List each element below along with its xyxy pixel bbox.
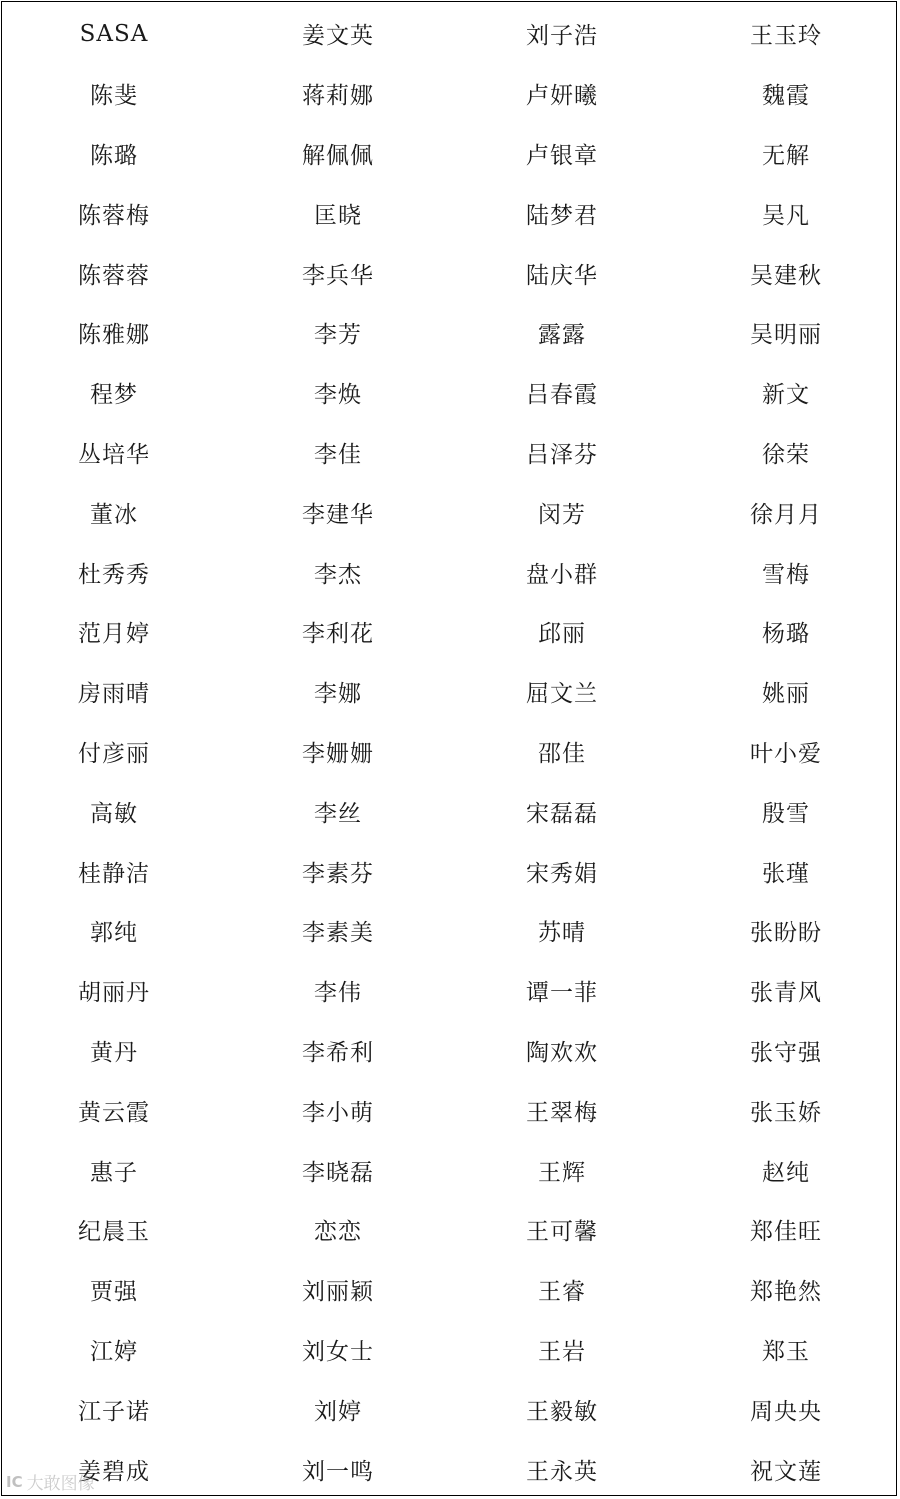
- name-cell: 露露: [538, 322, 586, 349]
- name-cell: 王辉: [538, 1159, 586, 1186]
- name-cell: 李利花: [302, 621, 374, 648]
- name-cell: 解佩佩: [302, 142, 374, 169]
- name-cell: 王玉玲: [750, 23, 822, 50]
- name-cell: 恋恋: [314, 1219, 362, 1246]
- name-cell: 郑玉: [762, 1338, 810, 1365]
- name-cell: 范月婷: [78, 621, 150, 648]
- name-cell: 无解: [762, 142, 810, 169]
- name-cell: 李晓磊: [302, 1159, 374, 1186]
- name-cell: 吕春霞: [526, 382, 598, 409]
- name-cell: 祝文莲: [750, 1458, 822, 1485]
- name-cell: 吴明丽: [750, 322, 822, 349]
- name-cell: 郑佳旺: [750, 1219, 822, 1246]
- name-cell: 胡丽丹: [78, 980, 150, 1007]
- name-cell: 张青风: [750, 980, 822, 1007]
- name-cell: 刘一鸣: [302, 1458, 374, 1485]
- name-cell: 徐月月: [750, 501, 822, 528]
- name-cell: 吕泽芬: [526, 441, 598, 468]
- name-cell: 李兵华: [302, 262, 374, 289]
- name-cell: 杨璐: [762, 621, 810, 648]
- name-cell: 张玉娇: [750, 1099, 822, 1126]
- name-list: [2, 4, 898, 1499]
- name-cell: 叶小爱: [750, 740, 822, 767]
- name-cell: 卢妍曦: [526, 83, 598, 110]
- name-cell: 刘女士: [302, 1338, 374, 1365]
- name-cell: 陈璐: [90, 142, 138, 169]
- name-cell: 新文: [762, 382, 810, 409]
- name-cell: 闵芳: [538, 501, 586, 528]
- name-cell: 郭纯: [90, 920, 138, 947]
- name-cell: 李娜: [314, 681, 362, 708]
- name-cell: 陈斐: [90, 83, 138, 110]
- name-cell: 屈文兰: [526, 681, 598, 708]
- watermark-text: 大敢图像: [26, 1474, 95, 1494]
- name-cell: 付彦丽: [78, 740, 150, 767]
- name-cell: 徐荣: [762, 441, 810, 468]
- name-cell: 邱丽: [538, 621, 586, 648]
- name-cell: 陈雅娜: [78, 322, 150, 349]
- name-cell: 程梦: [90, 382, 138, 409]
- name-cell: 卢银章: [526, 142, 598, 169]
- name-cell: 吴凡: [762, 202, 810, 229]
- name-cell: 谭一菲: [526, 980, 598, 1007]
- name-cell: 黄云霞: [78, 1099, 150, 1126]
- watermark-logo: IC: [6, 1472, 23, 1491]
- name-cell: 姜碧成: [78, 1458, 150, 1485]
- name-cell: 李芳: [314, 322, 362, 349]
- watermark: [6, 1469, 95, 1494]
- name-cell: 王睿: [538, 1279, 586, 1306]
- name-cell: 吴建秋: [750, 262, 822, 289]
- name-cell: SASA: [79, 20, 149, 47]
- name-cell: 李佳: [314, 441, 362, 468]
- name-cell: 李小萌: [302, 1099, 374, 1126]
- name-cell: 蒋莉娜: [302, 83, 374, 110]
- name-cell: 江子诺: [78, 1398, 150, 1425]
- name-cell: 李姗姗: [302, 740, 374, 767]
- name-cell: 陆梦君: [526, 202, 598, 229]
- name-cell: 刘丽颖: [302, 1279, 374, 1306]
- name-cell: 宋磊磊: [526, 800, 598, 827]
- name-cell: 董冰: [90, 501, 138, 528]
- name-cell: 王岩: [538, 1338, 586, 1365]
- name-cell: 张盼盼: [750, 920, 822, 947]
- name-cell: 王永英: [526, 1458, 598, 1485]
- name-cell: 王毅敏: [526, 1398, 598, 1425]
- name-cell: 黄丹: [90, 1039, 138, 1066]
- name-cell: 贾强: [90, 1279, 138, 1306]
- name-cell: 李杰: [314, 561, 362, 588]
- name-cell: 李丝: [314, 800, 362, 827]
- name-cell: 宋秀娟: [526, 860, 598, 887]
- name-cell: 刘婷: [314, 1398, 362, 1425]
- name-cell: 纪晨玉: [78, 1219, 150, 1246]
- name-cell: 陈蓉蓉: [78, 262, 150, 289]
- name-cell: 房雨晴: [78, 681, 150, 708]
- name-cell: 张守强: [750, 1039, 822, 1066]
- name-cell: 刘子浩: [526, 23, 598, 50]
- name-cell: 陶欢欢: [526, 1039, 598, 1066]
- name-cell: 王可馨: [526, 1219, 598, 1246]
- name-cell: 王翠梅: [526, 1099, 598, 1126]
- name-cell: 郑艳然: [750, 1279, 822, 1306]
- name-cell: 高敏: [90, 800, 138, 827]
- name-cell: 杜秀秀: [78, 561, 150, 588]
- name-cell: 魏霞: [762, 83, 810, 110]
- name-cell: 李希利: [302, 1039, 374, 1066]
- name-cell: 桂静洁: [78, 860, 150, 887]
- name-cell: 姜文英: [302, 23, 374, 50]
- name-cell: 李素芬: [302, 860, 374, 887]
- name-cell: 周央央: [750, 1398, 822, 1425]
- name-cell: 陆庆华: [526, 262, 598, 289]
- name-cell: 殷雪: [762, 800, 810, 827]
- name-cell: 张瑾: [762, 860, 810, 887]
- name-cell: 李建华: [302, 501, 374, 528]
- name-cell: 邵佳: [538, 740, 586, 767]
- name-cell: 雪梅: [762, 561, 810, 588]
- name-cell: 李素美: [302, 920, 374, 947]
- name-cell: 李伟: [314, 980, 362, 1007]
- name-cell: 江婷: [90, 1338, 138, 1365]
- name-cell: 姚丽: [762, 681, 810, 708]
- name-cell: 赵纯: [762, 1159, 810, 1186]
- name-cell: 苏晴: [538, 920, 586, 947]
- name-cell: 李焕: [314, 382, 362, 409]
- name-cell: 盘小群: [526, 561, 598, 588]
- name-cell: 丛培华: [78, 441, 150, 468]
- name-cell: 陈蓉梅: [78, 202, 150, 229]
- name-cell: 惠子: [90, 1159, 138, 1186]
- name-cell: 匡晓: [314, 202, 362, 229]
